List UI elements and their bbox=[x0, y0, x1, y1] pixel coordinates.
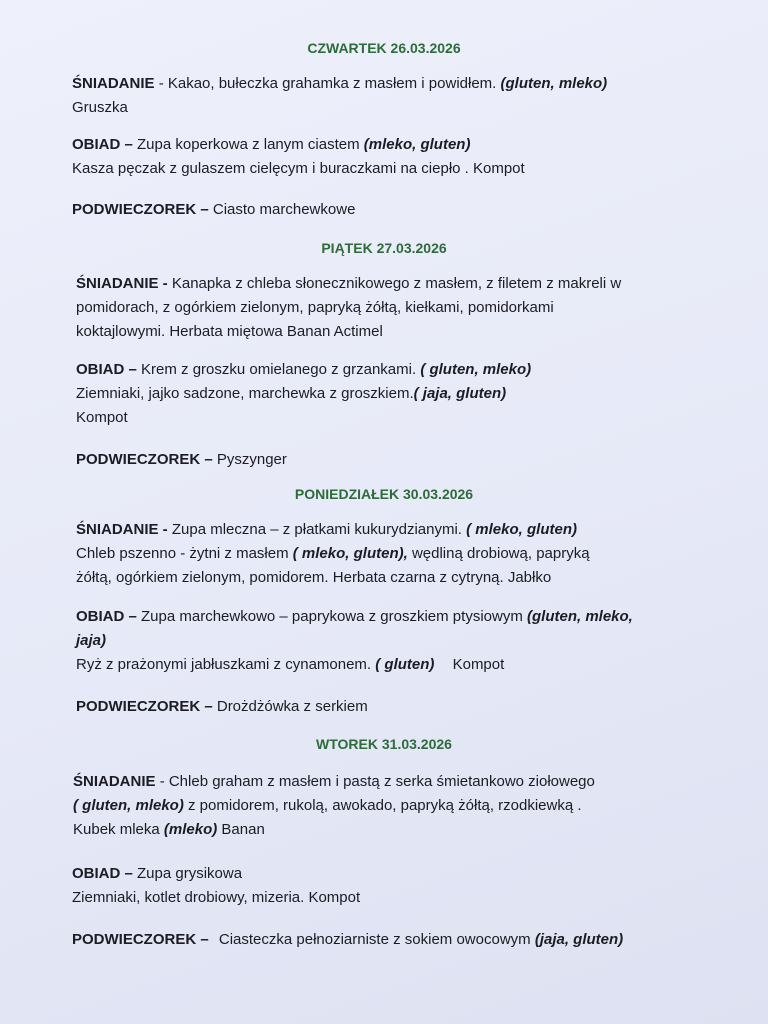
allergens: (jaja, gluten) bbox=[534, 931, 624, 948]
breakfast-text: żółtą, ogórkiem zielonym, pomidorem. Herbata czarna z cytryną. Jabłko bbox=[76, 569, 552, 586]
breakfast-text: wędliną drobiową, papryką bbox=[411, 545, 590, 562]
thursday-lunch bbox=[72, 133, 692, 181]
tuesday-snack bbox=[72, 928, 722, 952]
lunch-text: Kompot bbox=[452, 656, 505, 673]
breakfast-text: Chleb pszenno - żytni z masłem bbox=[76, 545, 289, 562]
lunch-label: OBIAD – bbox=[72, 865, 133, 882]
breakfast-text: Gruszka bbox=[72, 99, 128, 116]
allergens: (mleko, gluten) bbox=[363, 136, 471, 153]
allergens: ( mleko, gluten), bbox=[292, 545, 408, 562]
allergens: (gluten, mleko) bbox=[500, 75, 608, 92]
day-header-monday: PONIEDZIAŁEK 30.03.2026 bbox=[294, 486, 474, 502]
tuesday-lunch bbox=[72, 862, 692, 910]
snack-text: Ciasto marchewkowe bbox=[212, 201, 356, 218]
day-header-friday: PIĄTEK 27.03.2026 bbox=[321, 240, 447, 256]
lunch-label: OBIAD – bbox=[76, 361, 137, 378]
lunch-text: Ziemniaki, kotlet drobiowy, mizeria. Kompot bbox=[72, 889, 361, 906]
thursday-breakfast bbox=[72, 72, 692, 120]
lunch-text: Kompot bbox=[76, 409, 128, 426]
snack-label: PODWIECZOREK – bbox=[72, 931, 209, 948]
lunch-text: Zupa marchewkowo – paprykowa z groszkiem ptysiowym bbox=[141, 608, 523, 625]
day-header-tuesday: WTOREK 31.03.2026 bbox=[316, 736, 452, 752]
breakfast-text: - Chleb graham z masłem i pastą z serka śmietankowo ziołowego bbox=[159, 773, 595, 790]
allergens: ( gluten) bbox=[375, 656, 435, 673]
monday-breakfast bbox=[76, 518, 696, 590]
breakfast-text: Banan bbox=[221, 821, 265, 838]
snack-text: Ciasteczka pełnoziarniste z sokiem owocowym bbox=[218, 931, 531, 948]
breakfast-label: ŚNIADANIE bbox=[73, 773, 156, 790]
lunch-label: OBIAD – bbox=[72, 136, 133, 153]
allergens: ( gluten, mleko) bbox=[420, 361, 532, 378]
monday-snack bbox=[76, 695, 696, 719]
day-header-thursday: CZWARTEK 26.03.2026 bbox=[307, 40, 461, 56]
allergens: ( mleko, gluten) bbox=[466, 521, 577, 538]
breakfast-label: ŚNIADANIE - bbox=[76, 275, 168, 292]
lunch-text: Krem z groszku omielanego z grzankami. bbox=[141, 361, 417, 378]
snack-text: Pyszynger bbox=[216, 451, 287, 468]
allergens: (mleko) bbox=[163, 821, 218, 838]
snack-label: PODWIECZOREK – bbox=[76, 451, 213, 468]
breakfast-text: Kubek mleka bbox=[73, 821, 160, 838]
friday-lunch bbox=[76, 358, 696, 430]
lunch-text: Zupa koperkowa z lanym ciastem bbox=[137, 136, 360, 153]
breakfast-text: z pomidorem, rukolą, awokado, papryką żółtą, rzodkiewką . bbox=[188, 797, 582, 814]
lunch-label: OBIAD – bbox=[76, 608, 137, 625]
allergens: jaja) bbox=[76, 632, 107, 649]
friday-breakfast bbox=[76, 272, 696, 344]
breakfast-text: koktajlowymi. Herbata miętowa Banan Actimel bbox=[76, 323, 383, 340]
allergens: (gluten, mleko, bbox=[527, 608, 633, 625]
snack-label: PODWIECZOREK – bbox=[76, 698, 213, 715]
snack-label: PODWIECZOREK – bbox=[72, 201, 209, 218]
breakfast-label: ŚNIADANIE bbox=[72, 75, 155, 92]
snack-text: Drożdżówka z serkiem bbox=[216, 698, 368, 715]
breakfast-text: - Kakao, bułeczka grahamka z masłem i powidłem. bbox=[158, 75, 497, 92]
friday-snack bbox=[76, 448, 696, 472]
allergens: ( gluten, mleko) bbox=[73, 797, 184, 814]
breakfast-text: Zupa mleczna – z płatkami kukurydzianymi. bbox=[171, 521, 462, 538]
lunch-text: Zupa grysikowa bbox=[137, 865, 243, 882]
thursday-snack bbox=[72, 198, 692, 222]
lunch-text: Ziemniaki, jajko sadzone, marchewka z groszkiem. bbox=[76, 385, 414, 402]
allergens: ( jaja, gluten) bbox=[413, 385, 507, 402]
monday-lunch bbox=[76, 605, 696, 677]
tuesday-breakfast bbox=[73, 770, 693, 842]
lunch-text: Kasza pęczak z gulaszem cielęcym i buraczkami na ciepło . Kompot bbox=[72, 160, 525, 177]
breakfast-label: ŚNIADANIE - bbox=[76, 521, 168, 538]
lunch-text: Ryż z prażonymi jabłuszkami z cynamonem. bbox=[76, 656, 372, 673]
breakfast-text: Kanapka z chleba słonecznikowego z masłem, z filetem z makreli w bbox=[171, 275, 622, 292]
breakfast-text: pomidorach, z ogórkiem zielonym, papryką żółtą, kiełkami, pomidorkami bbox=[76, 299, 554, 316]
